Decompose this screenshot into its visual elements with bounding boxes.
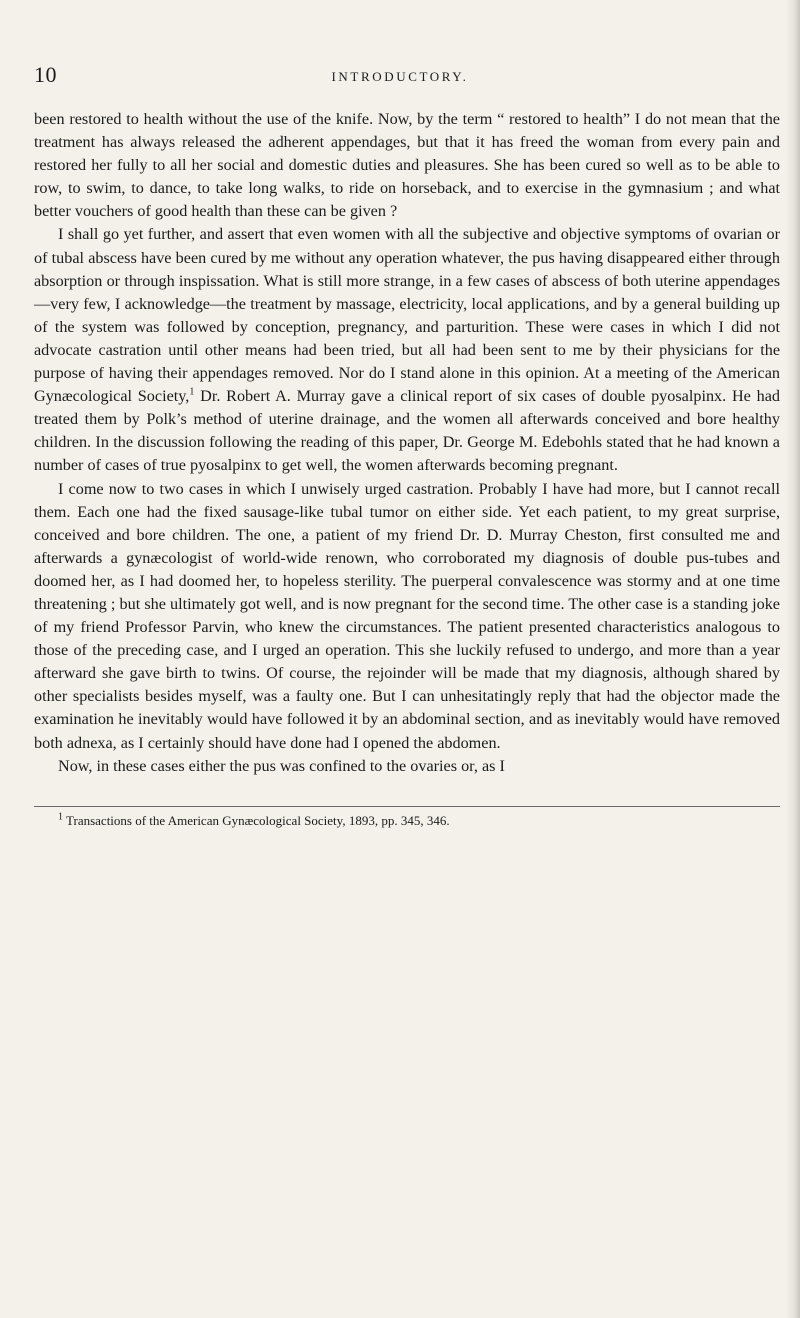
page-number: 10 (34, 62, 57, 87)
paragraph: I come now to two cases in which I unwisely urged castration. Probably I have had more, but I cannot recall them. Each one had the fixed sausage-like tubal tumor on either side. Yet each patient, to my great surprise, conceived and bore children. The one, a patient of my friend Dr. D. Murray Cheston, first consulted me and afterwards a gynæcologist of world-wide renown, who corroborated my diagnosis of double pus-tubes and doomed her, as I had doomed her, to hopeless sterility. The puerperal convalescence was stormy and at one time threatening ; but she ultimately got well, and is now pregnant for the second time. The other case is a standing joke of my friend Professor Parvin, who knew the circumstances. The patient presented characteristics analogous to those of the preceding case, and I urged an operation. This she luckily refused to undergo, and more than a year afterward she gave birth to twins. Of course, the rejoinder will be made that my diagnosis, although shared by other specialists besides myself, was a faulty one. But I can unhesitatingly reply that had the objector made the examination he inevitably would have followed it by an abdominal section, and as inevitably would have removed both adnexa, as I certainly should have done had I opened the abdomen. (34, 479, 780, 752)
footnote (58, 813, 780, 829)
page-edge-shadow (786, 0, 800, 1318)
running-head: INTRODUCTORY. (331, 69, 469, 84)
footnote-divider (34, 806, 780, 807)
paragraph: Now, in these cases either the pus was confined to the ovaries or, as I (58, 756, 505, 775)
paragraph-text: Dr. Robert A. Murray gave a clinical report of six cases of double pyosalpinx. He had treated them by Polk’s method of uterine drainage, and the women all afterwards conceived and bore healthy children. In the discussion following the reading of this paper, Dr. George M. Edebohls stated that he had known a number of cases of true pyosalpinx to get well, the women afterwards becoming pregnant. (34, 387, 780, 475)
footnote-marker: 1 (58, 811, 63, 823)
footnote-reference: 1 (189, 386, 195, 398)
paragraph-text: I shall go yet further, and assert that even women with all the subjective and objective symptoms of ovarian or of tubal abscess have been cured by me without any operation whatever, the pus having disappeared either through absorption or through inspissation. What is still more strange, in a few cases of abscess of both uterine appendages—very few, I acknowledge—the treatment by massage, electricity, local applications, and by a general building up of the system was followed by conception, pregnancy, and parturition. These were cases in which I did not advocate castration until other means had been tried, but all had been sent to me by their physicians for the purpose of having their appendages removed. Nor do I stand alone in this opinion. At a meeting of the American Gynæcological Society, (34, 225, 780, 406)
footnote-text: Transactions of the American Gynæcological Society, 1893, pp. 345, 346. (63, 813, 450, 828)
page-header (0, 62, 800, 86)
body-text (34, 108, 780, 778)
paragraph (34, 223, 780, 477)
paragraph: been restored to health without the use of the knife. Now, by the term “ restored to health” I do not mean that the treatment has always released the adherent appendages, but that it has freed the woman from every pain and restored her fully to all her social and domestic duties and pleasures. She has been cured so well as to be able to row, to swim, to dance, to take long walks, to ride on horseback, and to exercise in the gymnasium ; and what better vouchers of good health than these can be given ? (34, 110, 780, 221)
